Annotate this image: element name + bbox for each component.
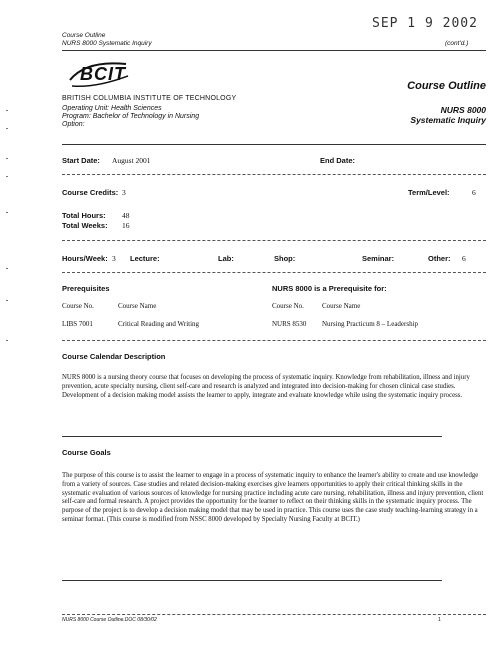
prereq-row-course-name: Critical Reading and Writing — [118, 320, 200, 328]
section-rule — [62, 340, 486, 341]
page-number: 1 — [438, 617, 441, 623]
prereq-row-course-no: LIBS 7001 — [62, 320, 93, 328]
prerequisite-for-title: NURS 8000 is a Prerequisite for: — [272, 284, 387, 293]
bcit-logo — [66, 58, 134, 90]
start-date-label: Start Date: — [62, 156, 100, 165]
total-weeks-value: 16 — [122, 221, 130, 230]
prereq-col-course-no: Course No. — [62, 302, 94, 310]
scan-mark — [6, 212, 8, 213]
hours-week-label: Hours/Week: — [62, 254, 108, 263]
course-credits-value: 3 — [122, 188, 126, 197]
other-value: 6 — [462, 254, 466, 263]
running-header-title: Course Outline — [62, 32, 106, 39]
other-label: Other: — [428, 254, 451, 263]
bcit-logo-text: BCIT — [80, 64, 126, 84]
term-level-label: Term/Level: — [408, 188, 450, 197]
program-name: Program: Bachelor of Technology in Nursing — [62, 113, 200, 120]
course-goals-text: The purpose of this course is to assist the learner to engage in a process of systematic inquiry to enhance the learner's ability to create and use knowledge from a variety of sources. Case studies and related decision-making exercises give learners opportunities to apply their critical thinking skills in the systematic evaluation of various sources of knowledge for nursing practice including acute care nursing, rehabilitation, illness and injury prevention, client self-care and formal research. A project provides the opportunity for the learner to reflect on their thinking skills in the systematic inquiry process. The purpose of the project is to develop a decision making model that may be used in practice. This course uses the case study teaching-learning strategy in a seminar format. (This course is modified from NSSC 8000 developed by Specialty Nursing Faculty at BCIT.) — [62, 472, 484, 523]
prereqfor-col-course-no: Course No. — [272, 302, 304, 310]
prereqfor-row-course-no: NURS 8530 — [272, 320, 307, 328]
lecture-label: Lecture: — [130, 254, 160, 263]
section-rule — [62, 240, 486, 241]
lab-label: Lab: — [218, 254, 234, 263]
received-date-stamp: SEP 1 9 2002 — [372, 16, 478, 31]
calendar-description-text: NURS 8000 is a nursing theory course that focuses on developing the process of systematic inquiry. Knowledge from rehabilitation, illness and injury prevention, acute specialty nursing, client self-care and research is analyzed and integrated into decision-making for chosen clinical case studies. Development of a decision making model assists the learner to apply, integrate and evaluate knowledge while using the systematic inquiry process. — [62, 374, 470, 399]
option-label: Option: — [62, 121, 85, 128]
running-header-course: NURS 8000 Systematic Inquiry — [62, 40, 152, 47]
course-credits-label: Course Credits: — [62, 188, 119, 197]
section-rule — [62, 174, 486, 175]
total-weeks-label: Total Weeks: — [62, 221, 108, 230]
total-hours-label: Total Hours: — [62, 211, 106, 220]
seminar-label: Seminar: — [362, 254, 395, 263]
operating-unit: Operating Unit: Health Sciences — [62, 105, 162, 112]
scan-mark — [6, 268, 8, 269]
hours-week-value: 3 — [112, 254, 116, 263]
scan-mark — [6, 158, 8, 159]
course-code-title: NURS 8000 — [440, 105, 486, 115]
institution-name: BRITISH COLUMBIA INSTITUTE OF TECHNOLOGY — [62, 95, 237, 102]
document-type-title: Course Outline — [407, 80, 486, 92]
shop-label: Shop: — [274, 254, 296, 263]
course-goals-title: Course Goals — [62, 448, 111, 457]
course-name-title: Systematic Inquiry — [410, 115, 486, 125]
footer-filename: NURS 8000 Course Outline.DOC 08/30/02 — [62, 617, 157, 623]
scan-mark — [6, 110, 8, 111]
start-date-value: August 2001 — [112, 156, 151, 165]
scan-mark — [6, 340, 8, 341]
running-header-contd: (cont'd.) — [445, 40, 469, 47]
scan-mark — [6, 128, 8, 129]
calendar-description-title: Course Calendar Description — [62, 352, 166, 361]
total-hours-value: 48 — [122, 211, 130, 220]
prereqfor-col-course-name: Course Name — [322, 302, 361, 310]
term-level-value: 6 — [472, 188, 476, 197]
end-date-label: End Date: — [320, 156, 356, 165]
section-rule — [62, 144, 486, 145]
section-rule — [62, 580, 442, 581]
scan-mark — [6, 176, 8, 177]
prereq-col-course-name: Course Name — [118, 302, 157, 310]
footer-rule — [62, 614, 486, 615]
scan-mark — [6, 300, 8, 301]
prerequisites-title: Prerequisites — [62, 284, 110, 293]
header-rule — [62, 50, 486, 51]
section-rule — [62, 436, 442, 437]
prereqfor-row-course-name: Nursing Practicum 8 – Leadership — [322, 320, 419, 328]
section-rule — [62, 272, 486, 273]
